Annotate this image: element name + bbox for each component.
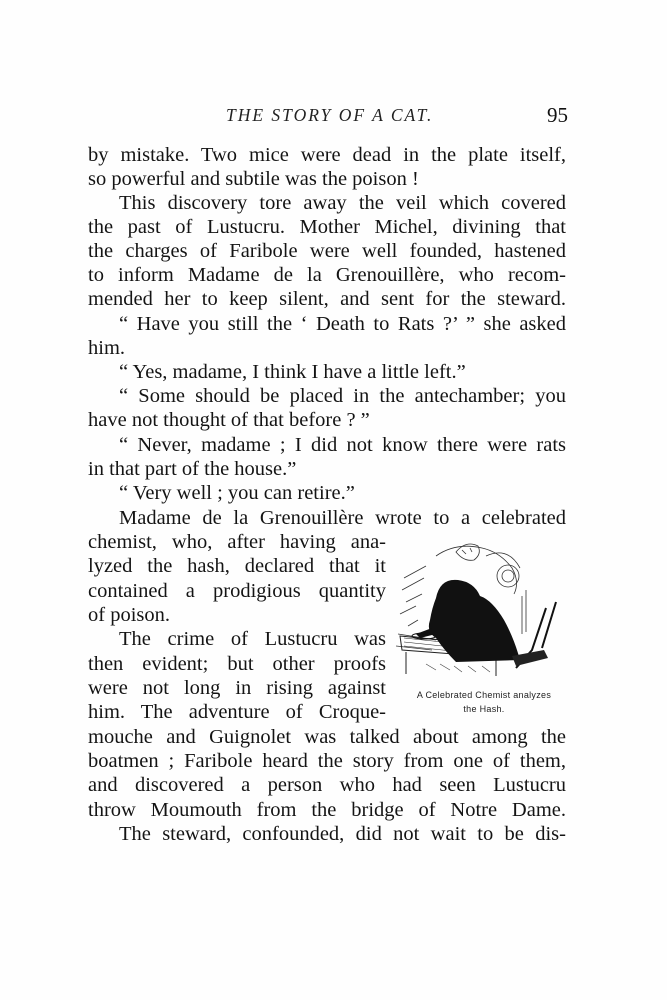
page-header (88, 101, 568, 131)
text-line: “ Some should be placed in the antechamber; you (119, 385, 566, 407)
chemist-figure (396, 538, 572, 714)
text-line: the charges of Faribole were well founded, hastened (88, 240, 566, 262)
text-line: “ Have you still the ‘ Death to Rats ?’ ” she asked (119, 313, 566, 335)
text-line: in that part of the house.” (88, 458, 297, 480)
text-line: contained a prodigious quantity (88, 580, 386, 602)
text-line: mended her to keep silent, and sent for the steward. (88, 288, 566, 310)
figure-caption (396, 688, 572, 716)
text-line: boatmen ; Faribole heard the story from one of them, (88, 750, 566, 772)
text-line: throw Moumouth from the bridge of Notre Dame. (88, 799, 566, 821)
text-line: so powerful and subtile was the poison ! (88, 168, 419, 190)
text-line: to inform Madame de la Grenouillère, who recom- (88, 264, 566, 286)
text-line: then evident; but other proofs (88, 653, 386, 675)
running-title: THE STORY OF A CAT. (226, 105, 434, 125)
caption-line: A Celebrated Chemist analyzes (416, 690, 552, 700)
text-line: chemist, who, after having ana- (88, 531, 386, 553)
text-line: mouche and Guignolet was talked about among the (88, 726, 566, 748)
text-line: by mistake. Two mice were dead in the plate itself, (88, 144, 566, 166)
text-line: him. (88, 337, 126, 359)
text-line: “ Never, madame ; I did not know there were rats (119, 434, 566, 456)
text-line: “ Yes, madame, I think I have a little left.” (119, 361, 466, 383)
text-line: the past of Lustucru. Mother Michel, divining that (88, 216, 566, 238)
text-line: lyzed the hash, declared that it (88, 555, 386, 577)
page-number: 95 (547, 103, 568, 127)
text-line: “ Very well ; you can retire.” (119, 482, 355, 504)
chemist-illustration (396, 538, 568, 680)
caption-line: the Hash. (463, 704, 505, 714)
text-line: were not long in rising against (88, 677, 386, 699)
text-line: and discovered a person who had seen Lustucru (88, 774, 566, 796)
text-line: The crime of Lustucru was (119, 628, 386, 650)
text-line: him. The adventure of Croque- (88, 701, 386, 723)
text-line: This discovery tore away the veil which covered (119, 192, 566, 214)
text-line: have not thought of that before ? ” (88, 409, 370, 431)
text-line: of poison. (88, 604, 170, 626)
text-line: Madame de la Grenouillère wrote to a celebrated (119, 507, 566, 529)
text-line: The steward, confounded, did not wait to be dis- (119, 823, 566, 845)
